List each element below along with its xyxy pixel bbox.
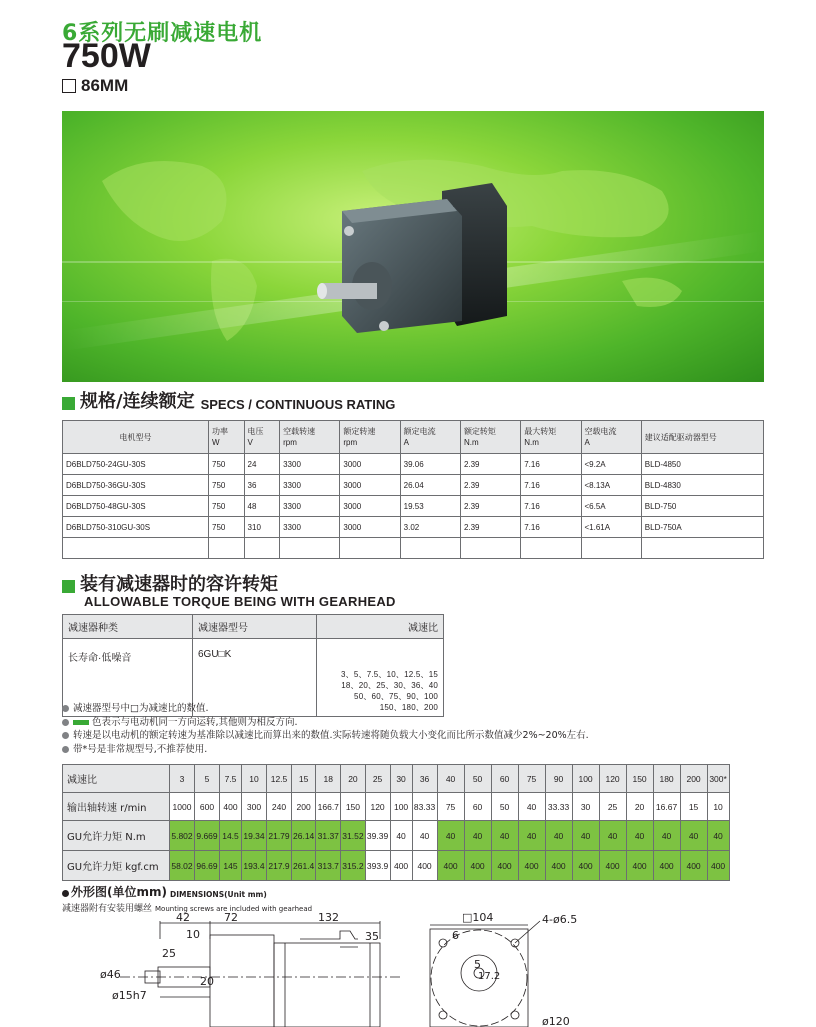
specs-row xyxy=(63,496,764,517)
ratio-row xyxy=(63,851,730,881)
specs-cell: 2.39 xyxy=(460,454,520,475)
ratio-cell: 400 xyxy=(545,851,572,881)
dim-20: 20 xyxy=(200,975,214,988)
ratio-cell: 16.67 xyxy=(653,793,680,821)
specs-cell: 3300 xyxy=(280,496,340,517)
specs-row xyxy=(63,538,764,559)
specs-cell: 750 xyxy=(209,454,245,475)
specs-cell: 36 xyxy=(244,475,280,496)
ratio-cell: 19.34 xyxy=(242,821,267,851)
ratio-cell: 40 xyxy=(437,821,464,851)
side-view xyxy=(120,921,400,1027)
ratio-cell: 5.802 xyxy=(170,821,195,851)
ratio-cell: 15 xyxy=(292,765,316,793)
ratio-cell: 14.5 xyxy=(220,821,242,851)
ratio-cell: 40 xyxy=(518,821,545,851)
specs-cell xyxy=(641,538,763,559)
specs-table xyxy=(62,420,764,559)
ratio-cell: 200 xyxy=(680,765,707,793)
specs-heading xyxy=(62,387,395,413)
ratio-cell: 400 xyxy=(653,851,680,881)
dim-17-2: 17.2 xyxy=(478,971,501,982)
specs-col-header: 建议适配驱动器型号 xyxy=(641,421,763,454)
ratio-cell: 300* xyxy=(707,765,729,793)
specs-body xyxy=(63,454,764,559)
specs-cell: D6BLD750-24GU-30S xyxy=(63,454,209,475)
specs-cell: 2.39 xyxy=(460,517,520,538)
specs-cell: <6.5A xyxy=(581,496,641,517)
gear-ratio-header: 减速比 xyxy=(317,615,444,639)
frame-size xyxy=(62,76,128,96)
specs-cell: <1.61A xyxy=(581,517,641,538)
specs-cell: 7.16 xyxy=(521,475,581,496)
gear-model: 6GU□K xyxy=(193,639,317,717)
ratio-cell: 40 xyxy=(518,793,545,821)
ratio-cell: 200 xyxy=(292,793,316,821)
dim-72: 72 xyxy=(224,911,238,924)
bullet-square-icon xyxy=(62,397,75,410)
bullet-dot-icon xyxy=(62,746,69,753)
specs-col-header: 电压 V xyxy=(244,421,280,454)
specs-col-header: 最大转矩 N.m xyxy=(521,421,581,454)
ratio-cell: 400 xyxy=(220,793,242,821)
ratio-cell: 18 xyxy=(316,765,341,793)
specs-cell: D6BLD750-48GU-30S xyxy=(63,496,209,517)
specs-cell xyxy=(209,538,245,559)
dim-holes: 4-ø6.5 xyxy=(542,913,578,926)
bullet-dot-icon xyxy=(62,890,69,897)
ratio-torque-table xyxy=(62,764,730,881)
specs-cell: BLD-4850 xyxy=(641,454,763,475)
specs-cell xyxy=(460,538,520,559)
ratio-cell: 600 xyxy=(195,793,220,821)
specs-cell: D6BLD750-36GU-30S xyxy=(63,475,209,496)
ratio-row-label: GU允许力矩 N.m xyxy=(63,821,170,851)
specs-header-row xyxy=(63,421,764,454)
ratio-cell: 40 xyxy=(707,821,729,851)
ratio-cell: 40 xyxy=(464,821,491,851)
ratio-cell: 75 xyxy=(437,793,464,821)
ratio-cell: 25 xyxy=(599,793,626,821)
specs-cell: BLD-750 xyxy=(641,496,763,517)
ratio-cell: 3 xyxy=(170,765,195,793)
ratio-cell: 400 xyxy=(707,851,729,881)
specs-cell: BLD-4830 xyxy=(641,475,763,496)
ratio-cell: 400 xyxy=(680,851,707,881)
ratio-cell: 60 xyxy=(464,793,491,821)
torque-heading xyxy=(62,570,278,596)
specs-cell xyxy=(521,538,581,559)
specs-col-header: 空载电流 A xyxy=(581,421,641,454)
specs-cell xyxy=(244,538,280,559)
specs-row xyxy=(63,454,764,475)
dimension-drawing xyxy=(100,911,700,1027)
ratio-cell: 100 xyxy=(390,793,412,821)
ratio-row xyxy=(63,765,730,793)
ratio-cell: 166.7 xyxy=(316,793,341,821)
ratio-cell: 400 xyxy=(491,851,518,881)
ratio-cell: 20 xyxy=(341,765,365,793)
ratio-cell: 315.2 xyxy=(341,851,365,881)
note-item: 带*号是非常规型号,不推荐使用. xyxy=(62,743,589,757)
specs-cell: 3300 xyxy=(280,454,340,475)
note-item: 减速器型号中□为减速比的数值. xyxy=(62,702,589,716)
ratio-cell: 10 xyxy=(242,765,267,793)
specs-cell: 3000 xyxy=(340,454,400,475)
bullet-dot-icon xyxy=(62,719,69,726)
specs-cell: 750 xyxy=(209,496,245,517)
ratio-cell: 40 xyxy=(545,821,572,851)
specs-col-header: 额定转速 rpm xyxy=(340,421,400,454)
ratio-cell: 217.9 xyxy=(267,851,292,881)
gear-type-header: 减速器种类 xyxy=(63,615,193,639)
ratio-cell: 40 xyxy=(680,821,707,851)
ratio-row-label: 输出轴转速 r/min xyxy=(63,793,170,821)
dim-phi46: ø46 xyxy=(100,968,121,981)
ratio-cell: 12.5 xyxy=(267,765,292,793)
ratio-cell: 60 xyxy=(491,765,518,793)
specs-cell: <9.2A xyxy=(581,454,641,475)
series-title: 6系列无刷减速电机 xyxy=(62,21,263,46)
ratio-cell: 400 xyxy=(390,851,412,881)
ratio-cell: 39.39 xyxy=(365,821,390,851)
ratio-cell: 10 xyxy=(707,793,729,821)
dim-35: 35 xyxy=(365,930,379,943)
specs-cell: 3300 xyxy=(280,517,340,538)
ratio-cell: 150 xyxy=(626,765,653,793)
ratio-cell: 40 xyxy=(599,821,626,851)
product-hero-image xyxy=(62,111,764,382)
specs-col-header: 功率 W xyxy=(209,421,245,454)
ratio-cell: 400 xyxy=(599,851,626,881)
ratio-cell: 261.4 xyxy=(292,851,316,881)
ratio-cell: 40 xyxy=(412,821,437,851)
specs-col-header: 电机型号 xyxy=(63,421,209,454)
ratio-cell: 50 xyxy=(491,793,518,821)
specs-cell xyxy=(340,538,400,559)
ratio-cell: 40 xyxy=(572,821,599,851)
ratio-cell: 400 xyxy=(412,851,437,881)
ratio-cell: 1000 xyxy=(170,793,195,821)
specs-cell: 750 xyxy=(209,475,245,496)
dim-sq104: □104 xyxy=(462,911,494,924)
dim-10: 10 xyxy=(186,928,200,941)
dimensions-heading xyxy=(62,883,267,900)
bullet-dot-icon xyxy=(62,705,69,712)
ratio-cell: 7.5 xyxy=(220,765,242,793)
specs-row xyxy=(63,475,764,496)
ratio-row xyxy=(63,821,730,851)
specs-cell: BLD-750A xyxy=(641,517,763,538)
ratio-cell: 36 xyxy=(412,765,437,793)
ratio-cell: 400 xyxy=(626,851,653,881)
specs-cell: 750 xyxy=(209,517,245,538)
ratio-cell: 33.33 xyxy=(545,793,572,821)
ratio-cell: 145 xyxy=(220,851,242,881)
bullet-square-icon xyxy=(62,580,75,593)
specs-cell: 7.16 xyxy=(521,517,581,538)
green-swatch-icon xyxy=(73,720,89,725)
ratio-cell: 9.669 xyxy=(195,821,220,851)
ratio-cell: 30 xyxy=(572,793,599,821)
square-icon xyxy=(62,79,76,93)
specs-cell: 3.02 xyxy=(400,517,460,538)
ratio-cell: 393.9 xyxy=(365,851,390,881)
ratio-cell: 15 xyxy=(680,793,707,821)
ratio-cell: 5 xyxy=(195,765,220,793)
specs-cell: 3000 xyxy=(340,517,400,538)
dim-phi120: ø120 xyxy=(542,1015,570,1027)
specs-cell: 7.16 xyxy=(521,496,581,517)
notes-list xyxy=(62,702,589,756)
specs-cell: 3300 xyxy=(280,475,340,496)
specs-cell: 2.39 xyxy=(460,496,520,517)
ratio-cell: 83.33 xyxy=(412,793,437,821)
ratio-cell: 20 xyxy=(626,793,653,821)
specs-title-en: SPECS / CONTINUOUS RATING xyxy=(200,397,396,412)
ratio-cell: 300 xyxy=(242,793,267,821)
specs-col-header: 额定电流 A xyxy=(400,421,460,454)
dimensions-subtitle: 减速器附有安装用螺丝 Mounting screws are included with gearhead xyxy=(62,904,313,914)
ratio-cell: 25 xyxy=(365,765,390,793)
gear-ratio-list: 3、5、7.5、10、12.5、15 18、20、25、30、36、40 50、60、75、90、100 150、180、200 xyxy=(317,639,444,717)
note-item: 色表示与电动机同一方向运转,其他则为相反方向. xyxy=(62,716,589,730)
ratio-cell: 100 xyxy=(572,765,599,793)
ratio-cell: 30 xyxy=(390,765,412,793)
specs-cell: 19.53 xyxy=(400,496,460,517)
specs-title-cn: 规格/连续额定 xyxy=(80,391,195,412)
gear-type: 长寿命·低噪音 xyxy=(63,639,193,717)
ratio-cell: 120 xyxy=(365,793,390,821)
specs-cell: 310 xyxy=(244,517,280,538)
torque-title-en: ALLOWABLE TORQUE BEING WITH GEARHEAD xyxy=(84,594,396,609)
specs-cell: D6BLD750-310GU-30S xyxy=(63,517,209,538)
specs-cell xyxy=(581,538,641,559)
dimensions-title-en: DIMENSIONS(Unit mm) xyxy=(169,890,267,899)
specs-cell xyxy=(280,538,340,559)
gear-model-header: 减速器型号 xyxy=(193,615,317,639)
dim-42: 42 xyxy=(176,911,190,924)
ratio-cell: 96.69 xyxy=(195,851,220,881)
motor-body xyxy=(317,183,507,333)
ratio-cell: 240 xyxy=(267,793,292,821)
dim-6: 6 xyxy=(452,929,459,942)
ratio-cell: 40 xyxy=(491,821,518,851)
note-item: 转速是以电动机的额定转速为基准除以减速比而算出来的数值.实际转速将随负载大小变化而比所示数值减少2%~20%左右. xyxy=(62,729,589,743)
specs-cell: 2.39 xyxy=(460,475,520,496)
ratio-row xyxy=(63,793,730,821)
dimensions-title-cn: 外形图(单位mm) xyxy=(71,885,167,899)
ratio-cell: 180 xyxy=(653,765,680,793)
ratio-cell: 150 xyxy=(341,793,365,821)
torque-title-cn: 装有减速器时的容许转矩 xyxy=(80,574,278,595)
bullet-dot-icon xyxy=(62,732,69,739)
ratio-cell: 75 xyxy=(518,765,545,793)
ratio-cell: 120 xyxy=(599,765,626,793)
ratio-cell: 40 xyxy=(626,821,653,851)
ratio-row-label: GU允许力矩 kgf.cm xyxy=(63,851,170,881)
ratio-cell: 50 xyxy=(464,765,491,793)
ratio-cell: 58.02 xyxy=(170,851,195,881)
specs-cell: 7.16 xyxy=(521,454,581,475)
specs-cell: 3000 xyxy=(340,496,400,517)
ratio-cell: 313.7 xyxy=(316,851,341,881)
specs-cell xyxy=(400,538,460,559)
ratio-cell: 400 xyxy=(464,851,491,881)
specs-cell: 26.04 xyxy=(400,475,460,496)
dim-phi15h7: ø15h7 xyxy=(112,989,147,1002)
ratio-cell: 90 xyxy=(545,765,572,793)
ratio-cell: 400 xyxy=(518,851,545,881)
ratio-cell: 40 xyxy=(437,765,464,793)
ratio-row-label: 减速比 xyxy=(63,765,170,793)
specs-col-header: 额定转矩 N.m xyxy=(460,421,520,454)
specs-cell: <8.13A xyxy=(581,475,641,496)
ratio-cell: 193.4 xyxy=(242,851,267,881)
dim-25: 25 xyxy=(162,947,176,960)
ratio-cell: 31.52 xyxy=(341,821,365,851)
ratio-cell: 400 xyxy=(437,851,464,881)
frame-size-label: 86MM xyxy=(81,76,129,95)
dim-132: 132 xyxy=(318,911,339,924)
motor-illustration xyxy=(62,111,764,382)
power-title: 750W xyxy=(62,37,151,75)
specs-cell xyxy=(63,538,209,559)
ratio-cell: 31.37 xyxy=(316,821,341,851)
specs-col-header: 空载转速 rpm xyxy=(280,421,340,454)
dim-5: 5 xyxy=(474,958,481,971)
specs-cell: 24 xyxy=(244,454,280,475)
ratio-cell: 40 xyxy=(653,821,680,851)
specs-cell: 39.06 xyxy=(400,454,460,475)
ratio-cell: 40 xyxy=(390,821,412,851)
ratio-cell: 26.14 xyxy=(292,821,316,851)
specs-cell: 3000 xyxy=(340,475,400,496)
ratio-cell: 21.79 xyxy=(267,821,292,851)
specs-row xyxy=(63,517,764,538)
specs-cell: 48 xyxy=(244,496,280,517)
ratio-cell: 400 xyxy=(572,851,599,881)
